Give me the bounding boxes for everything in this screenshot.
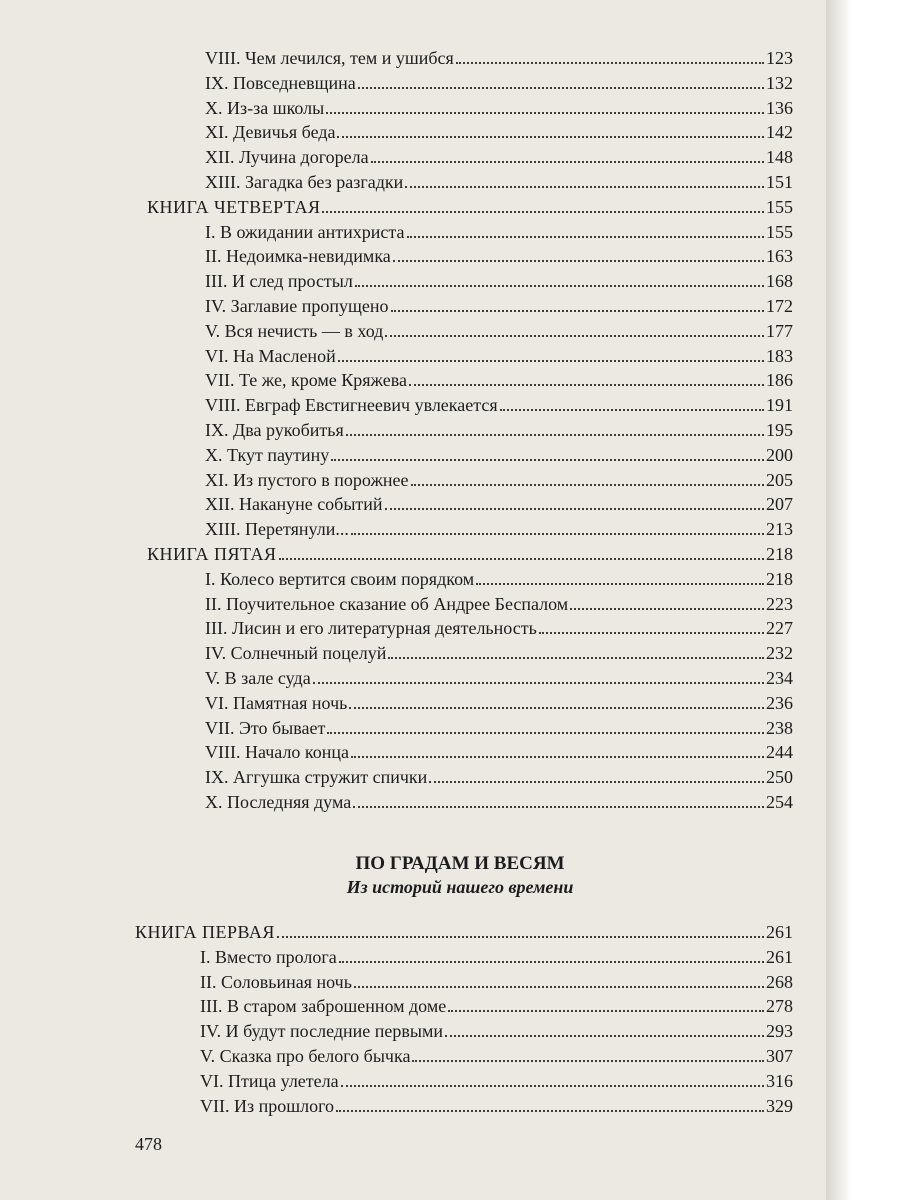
toc-entry-page: 234 — [766, 668, 793, 688]
toc-entry-title: VII. Из прошлого — [200, 1095, 335, 1116]
toc-entry-page: 191 — [766, 395, 793, 416]
toc-entry-page: 205 — [766, 469, 793, 490]
dot-leader — [500, 409, 764, 411]
toc-book-row — [135, 919, 793, 943]
toc-chapter-row — [205, 789, 793, 813]
dot-leader — [445, 1035, 764, 1037]
dot-leader — [351, 533, 764, 535]
toc-entry-title: III. Лисин и его литературная деятельность — [205, 618, 537, 639]
toc-chapter-row — [205, 343, 793, 367]
dot-leader — [354, 986, 764, 988]
toc-entry-title: XI. Из пустого в порожнее — [205, 469, 409, 490]
toc-chapter-row — [200, 944, 793, 968]
toc-entry-title: I. Вместо пролога — [200, 946, 337, 967]
toc-chapter-row — [205, 690, 793, 714]
toc-entry-title: VIII. Евграф Евстигнеевич увлекается — [205, 395, 498, 416]
dot-leader — [411, 484, 764, 486]
toc-entry-page: 218 — [766, 544, 793, 564]
toc-entry-title: V. Вся нечисть — в ход — [205, 320, 384, 341]
toc-entry-title: XII. Накануне событий — [205, 494, 383, 515]
toc-entry-title: IV. Солнечный поцелуй — [205, 643, 387, 664]
dot-leader — [355, 285, 764, 287]
dot-leader — [476, 583, 764, 585]
toc-entry-page: 293 — [766, 1021, 793, 1042]
dot-leader — [405, 186, 764, 188]
toc-book-row — [147, 194, 793, 218]
dot-leader — [358, 87, 764, 89]
toc-entry-page: 177 — [766, 320, 793, 341]
toc-entry-title: VII. Это бывает — [205, 717, 326, 738]
toc-entry-page: 155 — [766, 221, 793, 242]
dot-leader — [388, 657, 764, 659]
dot-leader — [412, 1060, 764, 1062]
toc-chapter-row — [200, 1068, 793, 1092]
toc-chapter-row — [205, 640, 793, 664]
toc-chapter-row — [205, 442, 793, 466]
toc-entry-page: 151 — [766, 172, 793, 192]
dot-leader — [539, 632, 764, 634]
toc-entry-page: 183 — [766, 345, 793, 366]
toc-chapter-row — [205, 764, 793, 788]
dot-leader — [391, 310, 765, 312]
toc-entry-title: XII. Лучина догорела — [205, 147, 369, 168]
toc-entry-page: 244 — [766, 742, 793, 763]
toc-entry-title: I. В ожидании антихриста — [205, 221, 405, 242]
toc-entry-page: 278 — [766, 996, 793, 1017]
toc-chapter-row — [200, 969, 793, 993]
toc-chapter-row — [205, 219, 793, 243]
dot-leader — [337, 136, 764, 138]
toc-entry-page: 142 — [766, 122, 793, 143]
toc-entry-page: 250 — [766, 767, 793, 788]
toc-entry-title: XIII. Перетянули... — [205, 519, 349, 540]
dot-leader — [279, 558, 764, 560]
toc-chapter-row — [205, 95, 793, 119]
toc-entry-page: 254 — [766, 792, 793, 812]
toc-chapter-row — [205, 566, 793, 590]
toc-entry-page: 148 — [766, 147, 793, 168]
toc-entry-title: КНИГА ЧЕТВЕРТАЯ — [147, 196, 321, 217]
toc-entry-title: III. В старом заброшенном доме — [200, 996, 447, 1017]
toc-chapter-row — [200, 1018, 793, 1042]
toc-entry-title: X. Последняя дума — [205, 792, 352, 812]
toc-chapter-row — [205, 516, 793, 540]
page-number: 478 — [135, 1134, 162, 1154]
toc-chapter-row — [205, 243, 793, 267]
toc-entry-title: VII. Те же, кроме Кряжева — [205, 370, 407, 391]
toc-chapter-row — [205, 491, 793, 515]
dot-leader — [349, 707, 764, 709]
toc-entry-page: 136 — [766, 97, 793, 118]
toc-entry-title: КНИГА ПЯТАЯ — [147, 544, 277, 564]
toc-entry-page: 316 — [766, 1070, 793, 1091]
toc-entry-title: XIII. Загадка без разгадки — [205, 172, 404, 192]
toc-entry-title: XI. Девичья беда — [205, 122, 336, 143]
toc-entry-page: 213 — [766, 519, 793, 540]
toc-entry-title: VI. Памятная ночь — [205, 692, 348, 713]
toc-chapter-row — [205, 169, 793, 193]
dot-leader — [346, 434, 764, 436]
toc-entry-page: 207 — [766, 494, 793, 515]
dot-leader — [336, 1110, 764, 1112]
dot-leader — [570, 608, 764, 610]
toc-chapter-row — [205, 119, 793, 143]
dot-leader — [339, 961, 764, 963]
dot-leader — [326, 112, 764, 114]
toc-chapter-row — [205, 715, 793, 739]
toc-entry-title: II. Соловьиная ночь — [200, 971, 352, 992]
toc-entry-page: 172 — [766, 296, 793, 316]
toc-entry-page: 132 — [766, 72, 793, 93]
dot-leader — [371, 161, 764, 163]
dot-leader — [407, 236, 765, 238]
dot-leader — [429, 781, 764, 783]
toc-entry-title: II. Недоимка-невидимка — [205, 246, 391, 267]
dot-leader — [331, 459, 764, 461]
toc-entry-page: 261 — [766, 946, 793, 967]
toc-chapter-row — [200, 993, 793, 1017]
toc-entry-page: 236 — [766, 692, 793, 713]
toc-chapter-row — [205, 367, 793, 391]
toc-chapter-row — [205, 70, 793, 94]
dot-leader — [456, 62, 764, 64]
page-edge — [826, 0, 900, 1200]
toc-entry-title: I. Колесо вертится своим порядком — [205, 568, 475, 589]
toc-entry-title: IX. Аггушка стружит спички — [205, 767, 428, 788]
toc-entry-title: X. Ткут паутину — [205, 444, 330, 465]
section-title: ПО ГРАДАМ И ВЕСЯМ — [355, 853, 565, 874]
toc-chapter-row — [200, 1043, 793, 1067]
dot-leader — [353, 806, 764, 808]
dot-leader — [338, 360, 764, 362]
toc-entry-page: 200 — [766, 444, 793, 465]
toc-entry-title: X. Из-за школы — [205, 97, 325, 118]
toc-entry-page: 163 — [766, 246, 793, 267]
section-subtitle: Из историй нашего времени — [346, 877, 574, 897]
toc-chapter-row — [205, 392, 793, 416]
toc-chapter-row — [205, 615, 793, 639]
dot-leader — [277, 936, 764, 938]
toc-entry-page: 155 — [766, 196, 793, 217]
toc-entry-title: VIII. Начало конца — [205, 742, 350, 763]
toc-entry-page: 227 — [766, 618, 793, 639]
toc-entry-title: IX. Повседневщина — [205, 72, 356, 93]
toc-entry-title: VI. На Масленой — [205, 345, 336, 366]
toc-entry-title: VIII. Чем лечился, тем и ушибся — [205, 48, 454, 68]
toc-entry-title: V. В зале суда — [205, 668, 311, 688]
dot-leader — [385, 335, 764, 337]
toc-entry-page: 238 — [766, 717, 793, 738]
toc-entry-page: 223 — [766, 593, 793, 614]
toc-entry-title: IV. И будут последние первыми — [200, 1021, 443, 1042]
toc-chapter-row — [205, 665, 793, 689]
toc-entry-page: 123 — [766, 48, 793, 68]
toc-entry-page: 232 — [766, 643, 793, 664]
toc-chapter-row — [205, 467, 793, 491]
dot-leader — [341, 1085, 764, 1087]
toc-entry-page: 268 — [766, 971, 793, 992]
dot-leader — [351, 756, 764, 758]
toc-chapter-row — [205, 318, 793, 342]
toc-chapter-row — [205, 739, 793, 763]
toc-entry-title: III. И след простыл — [205, 271, 353, 292]
toc-entry-page: 186 — [766, 370, 793, 391]
toc-entry-title: VI. Птица улетела — [200, 1070, 339, 1091]
toc-chapter-row — [205, 293, 793, 317]
toc-entry-title: V. Сказка про белого бычка — [200, 1046, 411, 1066]
dot-leader — [313, 682, 764, 684]
dot-leader — [409, 384, 764, 386]
dot-leader — [448, 1010, 764, 1012]
toc-entry-title: КНИГА ПЕРВАЯ — [135, 922, 275, 942]
toc-entry-title: IV. Заглавие пропущено — [205, 296, 389, 316]
dot-leader — [322, 211, 764, 213]
toc-entry-title: IX. Два рукобитья — [205, 420, 344, 440]
toc-chapter-row — [205, 268, 793, 292]
toc-chapter-row — [205, 45, 793, 69]
toc-entry-page: 218 — [766, 568, 793, 589]
toc-entry-page: 261 — [766, 922, 793, 942]
toc-entry-page: 195 — [766, 420, 793, 440]
dot-leader — [327, 732, 764, 734]
dot-leader — [385, 508, 764, 510]
dot-leader — [393, 260, 764, 262]
toc-chapter-row — [205, 417, 793, 441]
toc-chapter-row — [205, 591, 793, 615]
toc-entry-page: 307 — [766, 1046, 793, 1066]
toc-entry-page: 329 — [766, 1095, 793, 1116]
toc-entry-page: 168 — [766, 271, 793, 292]
toc-chapter-row — [205, 144, 793, 168]
toc-entry-title: II. Поучительное сказание об Андрее Беспалом — [205, 593, 569, 614]
toc-book-row — [147, 541, 793, 565]
toc-chapter-row — [200, 1093, 793, 1117]
